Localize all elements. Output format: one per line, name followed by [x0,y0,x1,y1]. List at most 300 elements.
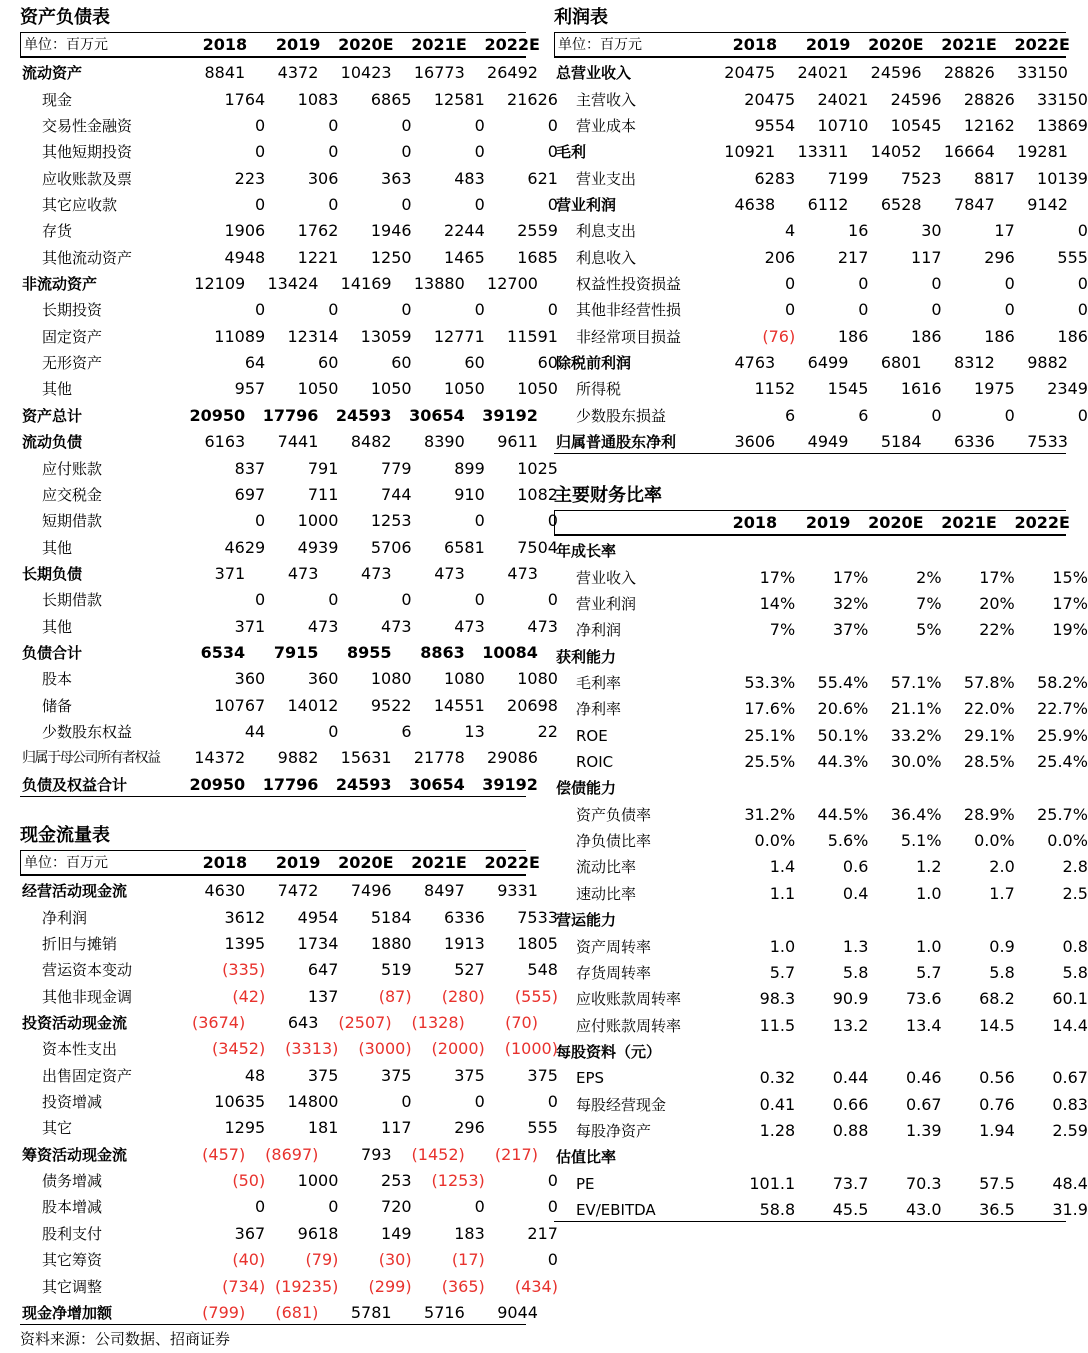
cell-value: 7% [916,594,942,614]
cell-value: 7472 [277,881,319,901]
table-row [20,58,538,84]
cell-value: 10635 [214,1092,266,1112]
cell-value: 14% [759,594,796,614]
cell-value: 25.4% [1037,752,1088,772]
row-label: 负债及权益合计 [22,775,128,794]
source-note: 资料来源：公司数据、招商证券 [20,1330,231,1348]
cell-value: 0.83 [1052,1094,1088,1114]
cell-value: 6801 [880,353,922,373]
cell-value: 1946 [370,221,412,241]
row-label: 其他短期投资 [42,143,133,162]
cell-value: 0 [401,590,412,610]
cell-value: 1.3 [842,936,869,956]
cell-value: 0.66 [832,1094,869,1114]
cell-value: 2.5 [1062,883,1088,903]
cell-value: 1250 [370,247,412,267]
table-row [554,1142,1066,1168]
table-row [20,1271,558,1297]
table-row [554,931,1088,957]
cell-value: 0 [255,300,266,320]
table-row [20,190,558,216]
cell-value: 6112 [807,195,849,215]
cell-value: 17% [759,567,796,587]
cell-value: 217 [527,1223,558,1243]
row-label: 折旧与摊销 [42,935,118,954]
cell-value: 30 [921,221,942,241]
cell-value: 14800 [287,1092,339,1112]
table-row [554,878,1088,904]
cell-value: 14052 [870,142,922,162]
cell-value: 0 [1004,274,1015,294]
cell-value: 0.0% [974,831,1015,851]
cell-value: 0 [547,1197,558,1217]
cell-value: 779 [381,458,412,478]
table-row [554,1010,1088,1036]
financial-ratios-header [554,510,1070,536]
row-label: 营业利润 [576,595,637,614]
cell-value: 0.46 [905,1068,942,1088]
cell-value: 6 [401,721,412,741]
cell-value: 0 [474,1092,485,1112]
cell-value: 13.4 [905,1015,942,1035]
table-row [20,717,558,743]
cell-value: 555 [1057,247,1088,267]
row-label: 营业成本 [576,117,637,136]
balance-sheet-panel [20,6,558,797]
row-label: 所得税 [576,380,622,399]
row-label: 每股净资产 [576,1121,652,1140]
row-label: 应付账款 [42,459,103,478]
cell-value: 555 [527,1118,558,1138]
cell-value: 0 [474,300,485,320]
row-label: 负债合计 [22,643,83,662]
cell-value: 0 [255,590,266,610]
cell-value: 5.8 [1062,962,1088,982]
table-row [20,480,558,506]
cell-value: 14.5 [979,1015,1015,1035]
row-label: 其他非现金调 [42,987,133,1006]
cell-value: 2.59 [1052,1120,1088,1140]
cell-value: 0 [1077,274,1088,294]
cell-value: 0.67 [1052,1068,1088,1088]
cell-value: 9611 [497,432,538,452]
income-statement-header [554,32,1070,58]
cell-value: 0.56 [979,1068,1015,1088]
cell-value: 253 [381,1171,412,1191]
cell-value: 1685 [517,247,558,267]
year-header: 2020E [868,513,924,532]
row-label: 债务增减 [42,1172,103,1191]
cell-value: 7199 [827,168,869,188]
table-row [20,981,558,1007]
cell-value: 64 [244,353,266,373]
cell-value: 12109 [194,274,246,294]
year-header: 2018 [732,513,778,532]
cell-value: 15631 [340,748,392,768]
row-label: 资产负债率 [576,805,652,824]
cell-value: 39192 [482,774,538,794]
table-row [20,1060,558,1086]
cell-value: 0 [255,511,266,531]
cell-value: 7533 [517,907,558,927]
cell-value: 6 [785,405,796,425]
cell-value: 9618 [297,1223,339,1243]
cell-value: 1082 [517,484,558,504]
cell-value: (3000) [358,1039,412,1059]
cell-value: 473 [434,563,465,583]
income-statement-title: 利润表 [554,7,608,28]
cell-value: 26492 [487,63,538,83]
cell-value: 0 [474,590,485,610]
row-label: 归属于母公司所有者权益 [22,750,160,767]
cell-value: 363 [381,168,412,188]
row-label: 少数股东损益 [576,406,667,425]
row-label: 资产周转率 [576,937,652,956]
cell-value: 28.5% [963,752,1015,772]
row-label: 年成长率 [556,542,617,561]
row-label: 营业支出 [576,169,637,188]
table-row [20,743,538,769]
table-row [554,852,1088,878]
cell-value: 60 [318,353,339,373]
cell-value: 1616 [900,379,942,399]
cell-value: 0 [474,511,485,531]
balance-sheet-body [20,58,558,797]
row-label: 其他 [42,538,73,557]
table-row [554,984,1088,1010]
row-label: 应收账款及票 [42,169,133,188]
cell-value: 15% [1052,567,1088,587]
financial-ratios-body [554,536,1088,1222]
cell-value: 0 [401,300,412,320]
table-row [554,694,1088,720]
year-header: 2022E [1014,513,1070,532]
cell-value: 1050 [370,379,412,399]
cell-value: 9522 [370,695,412,715]
cell-value: 0 [328,300,339,320]
table-row [554,427,1066,453]
table-row [20,876,538,902]
cell-value: 0.9 [989,936,1015,956]
row-label: 营业利润 [556,196,617,215]
table-row [20,506,558,532]
cell-value: 11591 [507,326,558,346]
table-row [554,242,1088,268]
cell-value: 55.4% [817,673,869,693]
table-row [554,747,1088,773]
cell-value: 10423 [340,63,392,83]
table-row [554,589,1088,615]
cell-value: 910 [454,484,485,504]
cell-value: 8817 [974,168,1015,188]
cell-value: 647 [307,960,339,980]
cell-value: 4372 [277,63,319,83]
cell-value: 17% [832,567,869,587]
row-label: 应付账款周转率 [576,1016,682,1035]
row-label: 流动资产 [22,64,83,83]
table-row [20,1298,538,1324]
year-header: 2022E [484,35,540,54]
cell-value: 0 [547,1092,558,1112]
cell-value: 1.39 [905,1120,942,1140]
cell-value: 21626 [507,89,558,109]
table-row [20,1192,558,1218]
cell-value: 2.8 [1062,857,1088,877]
cell-value: 0 [328,721,339,741]
cell-value: 2.0 [989,857,1015,877]
cell-value: (40) [232,1250,266,1270]
table-row [554,536,1066,562]
cell-value: 899 [454,458,485,478]
cell-value: 39192 [482,405,538,425]
cell-value: 0.8 [1062,936,1088,956]
table-row [20,1113,558,1139]
cell-value: 1.1 [769,883,796,903]
cell-value: 1.4 [769,857,796,877]
cell-value: 1.0 [916,936,942,956]
cell-value: 367 [234,1223,266,1243]
row-label: 其他非经营性损 [576,301,682,320]
table-row [20,137,558,163]
cell-value: 8312 [954,353,995,373]
cell-value: 48.4 [1052,1173,1088,1193]
row-label: 长期投资 [42,301,103,320]
cell-value: 20950 [189,405,246,425]
cell-value: 186 [984,326,1015,346]
cell-value: 7504 [517,537,558,557]
cell-value: 1762 [297,221,339,241]
cell-value: (2507) [338,1013,392,1033]
row-label: 权益性投资损益 [576,275,682,294]
table-row [554,374,1088,400]
cell-value: (3674) [191,1013,246,1033]
cell-value: 4763 [734,353,776,373]
cell-value: 643 [287,1013,319,1033]
cell-value: 13311 [797,142,849,162]
row-label: 利息收入 [576,248,637,267]
cell-value: 3612 [224,907,266,927]
cell-value: 1.7 [989,883,1015,903]
cell-value: 29.1% [963,725,1015,745]
cell-value: 1913 [444,934,485,954]
table-row [20,611,558,637]
row-label: 净利润 [576,621,622,640]
row-label: 其他流动资产 [42,248,133,267]
balance-sheet-header [20,32,540,58]
financial-ratios-panel [554,484,1088,1222]
row-label: 少数股东权益 [42,722,133,741]
cell-value: (799) [202,1302,246,1322]
cell-value: 48 [244,1065,266,1085]
row-label: EPS [576,1069,605,1088]
row-label: 筹资活动现金流 [22,1145,128,1164]
cell-value: 0 [1004,405,1015,425]
cell-value: 58.8 [759,1199,796,1219]
cell-value: 0 [547,590,558,610]
cell-value: 0.67 [905,1094,942,1114]
row-label: 营运资本变动 [42,961,133,980]
table-row [554,269,1088,295]
row-label: 其它调整 [42,1277,103,1296]
table-row [20,453,558,479]
unit-label: 单位：百万元 [558,37,642,53]
cell-value: 137 [307,986,339,1006]
table-row [20,1166,558,1192]
cell-value: 4949 [807,432,849,452]
cell-value: 24021 [817,89,869,109]
table-row [20,111,558,137]
cell-value: 9044 [497,1302,538,1322]
cell-value: 10139 [1037,168,1088,188]
cell-value: 5.6% [827,831,869,851]
cell-value: 4948 [224,247,266,267]
cell-value: 0 [1004,300,1015,320]
cell-value: 793 [361,1144,392,1164]
cell-value: 22.0% [963,699,1015,719]
cell-value: 19281 [1017,142,1068,162]
cell-value: 0 [255,195,266,215]
cell-value: 1080 [444,669,485,689]
row-label: 应交税金 [42,485,103,504]
cell-value: 527 [454,960,485,980]
cell-value: 25.5% [744,752,796,772]
cell-value: (70) [505,1013,538,1033]
cell-value: 9882 [277,748,319,768]
cell-value: 1906 [224,221,266,241]
cell-value: 473 [381,616,412,636]
cell-value: 37% [832,620,869,640]
cell-value: 0 [547,300,558,320]
table-row [554,190,1066,216]
cell-value: 13 [464,721,485,741]
cell-value: 12314 [287,326,339,346]
table-row [554,295,1088,321]
cell-value: 73.6 [905,989,942,1009]
cell-value: 36.4% [890,804,942,824]
cell-value: 0 [931,405,942,425]
cell-value: 32% [832,594,869,614]
year-header: 2018 [202,35,248,54]
table-row [20,664,558,690]
cell-value: 13880 [413,274,465,294]
year-header: 2022E [484,853,540,872]
row-label: PE [576,1174,595,1193]
cell-value: 2% [916,567,942,587]
cell-value: 3606 [734,432,776,452]
cell-value: 20950 [189,774,246,794]
cell-value: (335) [222,960,266,980]
cell-value: (76) [762,326,796,346]
year-header: 2019 [275,853,321,872]
cell-value: (87) [378,986,412,1006]
row-label: 短期借款 [42,512,103,531]
cell-value: 33150 [1037,89,1088,109]
cell-value: 149 [381,1223,412,1243]
row-label: 营业收入 [576,568,637,587]
cell-value: 0.44 [832,1068,869,1088]
cell-value: 0 [1077,221,1088,241]
cell-value: 473 [307,616,339,636]
cell-value: 0.88 [832,1120,869,1140]
cell-value: 5.8 [842,962,869,982]
cell-value: 1295 [224,1118,266,1138]
cell-value: 0 [931,300,942,320]
cell-value: 473 [454,616,485,636]
cell-value: 0.6 [842,857,869,877]
cell-value: 519 [381,960,412,980]
cell-value: 44.5% [817,804,869,824]
cell-value: 44 [244,721,266,741]
cell-value: 17 [994,221,1015,241]
cell-value: 0 [328,142,339,162]
row-label: 股本 [42,670,73,689]
cell-value: 0 [255,1197,266,1217]
cell-value: 29086 [487,748,538,768]
table-row [20,1008,538,1034]
cell-value: 6163 [204,432,246,452]
cell-value: 20% [979,594,1015,614]
table-row [20,902,558,928]
cell-value: 33.2% [890,725,942,745]
cell-value: 8482 [350,432,392,452]
table-row [20,295,558,321]
row-label: 经营活动现金流 [22,882,128,901]
table-row [554,321,1088,347]
table-row [554,905,1066,931]
table-row [20,638,538,664]
row-label: 流动比率 [576,858,637,877]
table-row [554,562,1088,588]
cell-value: 14551 [433,695,485,715]
table-row [20,1087,558,1113]
cell-value: 791 [307,458,339,478]
cell-value: 9331 [497,881,538,901]
cell-value: (1000) [504,1039,558,1059]
cell-value: 7915 [273,642,319,662]
cell-value: (217) [494,1144,538,1164]
table-row [554,958,1088,984]
row-label: 出售固定资产 [42,1066,133,1085]
cell-value: 1050 [297,379,339,399]
cell-value: 0 [547,195,558,215]
cell-value: 28826 [943,63,995,83]
cell-value: 17% [1052,594,1088,614]
cell-value: 9554 [754,116,796,136]
balance-sheet-title: 资产负债表 [20,7,110,28]
cell-value: 31.2% [744,804,796,824]
cell-value: 371 [214,563,246,583]
table-row [20,216,558,242]
table-row [20,769,538,795]
cell-value: 90.9 [832,989,869,1009]
row-label: 利息支出 [576,222,637,241]
table-row [20,400,538,426]
table-row [20,321,558,347]
income-statement-panel [554,6,1088,454]
cell-value: 1.0 [769,936,796,956]
cell-value: 1880 [370,934,412,954]
cell-value: 60 [391,353,412,373]
table-row [554,668,1088,694]
cell-value: 10710 [817,116,869,136]
cell-value: 5.7 [916,962,942,982]
cell-value: 2349 [1047,379,1088,399]
table-row [554,163,1088,189]
cell-value: 5184 [880,432,922,452]
cell-value: 957 [234,379,266,399]
cell-value: 0 [858,300,869,320]
cell-value: 1080 [517,669,558,689]
